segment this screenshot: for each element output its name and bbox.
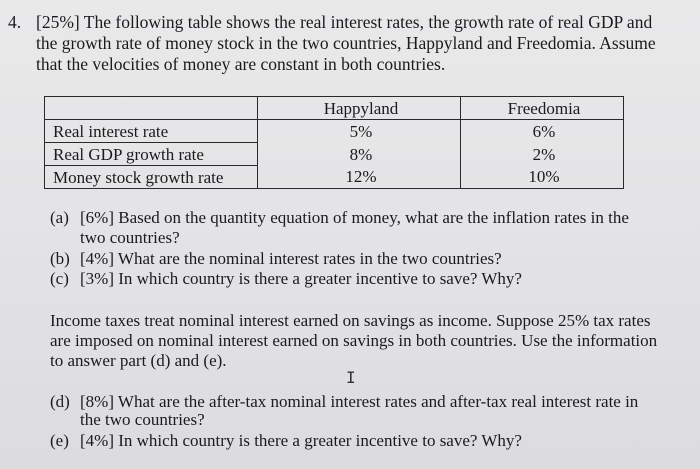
- table-row: [45, 166, 624, 189]
- part-d: [50, 392, 638, 412]
- part-tag: (a): [50, 208, 69, 227]
- part-tag: (c): [50, 269, 69, 288]
- part-text-line: [4%] What are the nominal interest rates in the two countries?: [80, 249, 502, 268]
- table-header-row: [45, 97, 624, 120]
- cell-freedomia: 2%: [461, 143, 624, 166]
- part-c: [50, 269, 522, 289]
- part-tag: (e): [50, 431, 69, 450]
- question-number: 4.: [8, 12, 22, 32]
- paragraph-line: to answer part (d) and (e).: [50, 351, 227, 370]
- table-row: [45, 120, 624, 143]
- row-label: Money stock growth rate: [45, 166, 258, 189]
- cell-freedomia: 6%: [461, 120, 624, 143]
- row-label: Real interest rate: [45, 120, 258, 143]
- cell-happyland: 12%: [258, 166, 461, 189]
- part-text-line: [8%] What are the after-tax nominal interest rates and after-tax real interest rate in: [80, 392, 639, 411]
- part-tag: (d): [50, 392, 70, 411]
- part-text-line: [4%] In which country is there a greater incentive to save? Why?: [80, 431, 522, 450]
- table-row: [45, 143, 624, 166]
- part-text-line: [6%] Based on the quantity equation of money, what are the inflation rates in the: [80, 208, 629, 227]
- part-b: [50, 249, 502, 269]
- part-text-line: the two countries?: [80, 410, 205, 429]
- table-header-cell: [45, 97, 258, 120]
- part-text-line: [3%] In which country is there a greater incentive to save? Why?: [80, 269, 522, 288]
- part-text-line: two countries?: [80, 228, 180, 247]
- rates-table: [44, 96, 624, 189]
- cell-happyland: 8%: [258, 143, 461, 166]
- cell-freedomia: 10%: [461, 166, 624, 189]
- row-label: Real GDP growth rate: [45, 143, 258, 166]
- part-a: [50, 208, 629, 228]
- table-header-freedomia: Freedomia: [461, 97, 624, 120]
- question-text-line: [25%] The following table shows the real interest rates, the growth rate of real GDP and: [36, 12, 653, 32]
- table-header-happyland: Happyland: [258, 97, 461, 120]
- part-tag: (b): [50, 249, 70, 268]
- paragraph-line: are imposed on nominal interest earned on savings in both countries. Use the information: [50, 331, 658, 350]
- question-text-line: the growth rate of money stock in the two countries, Happyland and Freedomia. Assume: [36, 33, 656, 53]
- paragraph-line: Income taxes treat nominal interest earned on savings as income. Suppose 25% tax rates: [50, 311, 651, 330]
- part-e: [50, 431, 522, 451]
- question-text-line: that the velocities of money are constant in both countries.: [36, 54, 446, 74]
- text-cursor-icon: I: [346, 368, 356, 387]
- cell-happyland: 5%: [258, 120, 461, 143]
- question-line-1: [8, 12, 652, 32]
